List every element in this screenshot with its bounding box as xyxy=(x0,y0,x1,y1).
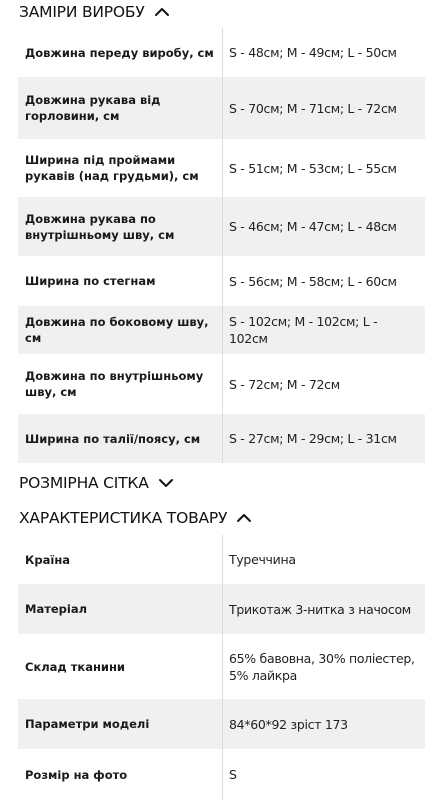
table-row xyxy=(18,749,425,800)
table-row xyxy=(18,699,425,749)
characteristics-toggle[interactable] xyxy=(19,509,253,527)
row-label: Довжина рукава від горловини, см xyxy=(18,77,223,139)
row-label: Довжина переду виробу, см xyxy=(18,28,223,77)
table-row xyxy=(18,256,425,306)
measurements-toggle[interactable] xyxy=(19,3,171,21)
row-value: Туреччина xyxy=(229,552,296,567)
row-label: Ширина під проймами рукавів (над грудьми), см xyxy=(18,139,223,197)
row-label: Матеріал xyxy=(18,584,223,634)
row-value: S - 46см; M - 47см; L - 48см xyxy=(229,219,397,234)
row-value: Трикотаж 3-нитка з начосом xyxy=(229,601,411,617)
row-label: Країна xyxy=(18,535,223,584)
size-grid-title: РОЗМІРНА СІТКА xyxy=(19,474,149,492)
table-row xyxy=(18,634,425,699)
row-label: Довжина по боковому шву, см xyxy=(18,306,223,354)
row-label: Довжина рукава по внутрішньому шву, см xyxy=(18,197,223,256)
row-label: Склад тканини xyxy=(18,634,223,699)
row-value: S - 70см; M - 71см; L - 72см xyxy=(229,100,397,116)
row-label: Довжина по внутрішньому шву, см xyxy=(18,354,223,414)
row-value: S - 48см; M - 49см; L - 50см xyxy=(229,45,397,60)
table-row xyxy=(18,306,425,354)
row-value: S - 102см; M - 102см; L - 102см xyxy=(229,314,378,346)
characteristics-title: ХАРАКТЕРИСТИКА ТОВАРУ xyxy=(19,509,228,527)
table-row xyxy=(18,77,425,139)
chevron-up-icon xyxy=(153,3,171,21)
size-grid-toggle[interactable] xyxy=(19,474,175,492)
table-row xyxy=(18,354,425,414)
table-row xyxy=(18,535,425,584)
row-value: S - 51см; M - 53см; L - 55см xyxy=(229,160,397,176)
table-row xyxy=(18,584,425,634)
characteristics-table xyxy=(18,535,425,800)
table-row xyxy=(18,28,425,77)
row-value: 84*60*92 зріст 173 xyxy=(229,716,348,732)
row-label: Ширина по талії/поясу, см xyxy=(18,414,223,463)
row-value: S - 72см; M - 72см xyxy=(229,376,340,392)
row-value: S - 56см; M - 58см; L - 60см xyxy=(229,273,397,289)
measurements-table xyxy=(18,28,425,463)
row-label: Ширина по стегнам xyxy=(18,256,223,306)
row-label: Розмір на фото xyxy=(18,749,223,800)
chevron-down-icon xyxy=(157,474,175,492)
row-label: Параметри моделі xyxy=(18,699,223,749)
table-row xyxy=(18,197,425,256)
measurements-title: ЗАМІРИ ВИРОБУ xyxy=(19,3,145,21)
row-value: S xyxy=(229,767,237,782)
row-value: S - 27см; M - 29см; L - 31см xyxy=(229,431,397,446)
table-row xyxy=(18,414,425,463)
table-row xyxy=(18,139,425,197)
chevron-up-icon xyxy=(235,509,253,527)
row-value: 65% бавовна, 30% поліестер, 5% лайкра xyxy=(229,650,415,683)
